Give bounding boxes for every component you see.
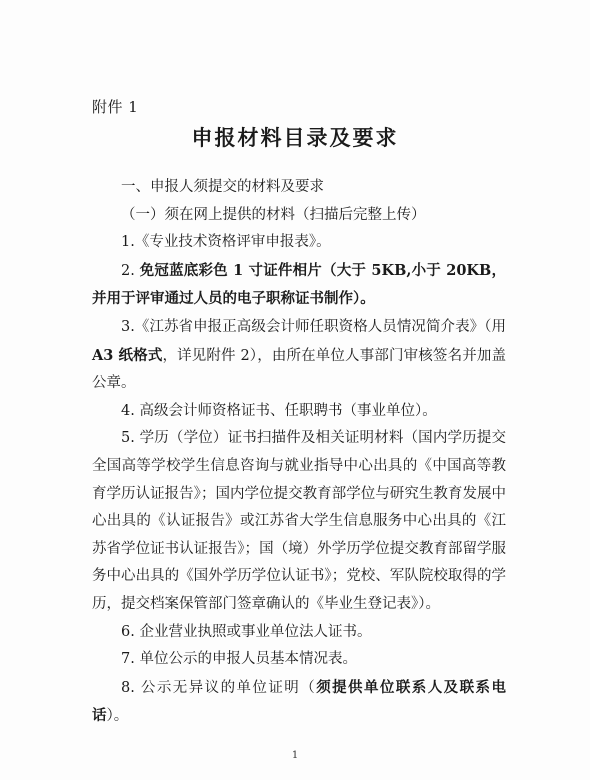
page-number: 1 bbox=[291, 750, 299, 761]
list-item-8-bold-text: 须提供单位联系人及联系电话 bbox=[92, 678, 506, 725]
section-heading: 一、申报人须提交的材料及要求 bbox=[121, 179, 324, 195]
document-body bbox=[92, 174, 506, 731]
document-title: 申报材料目录及要求 bbox=[191, 125, 399, 150]
list-item-2 bbox=[92, 257, 506, 314]
list-item-3-bold-text: A3 纸格式 bbox=[92, 346, 163, 364]
list-item-7: 7. 单位公示的申报人员基本情况表。 bbox=[121, 651, 357, 668]
list-item-3-text-b: ，详见附件 2），由所在单位人事部门审核签名并加盖公章。 bbox=[92, 347, 506, 392]
list-item-5: 5. 学历（学位）证书扫描件及相关证明材料（国内学历提交全国高等学校学生信息咨询与就业指导中心出具的《中国高等教育学历认证报告》；国内学位提交教育部学位与研究生教育发展中心出具的《认证报告》或江苏省大学生信息服务中心出具的《江苏省学位证书认证报告》；国（境）外学历学位提交教育部留学服务中心出具的《国外学历学位认证书》；党校、军队院校取得的学历，提交档案保管部门签章确认的《毕业生登记表》）。 bbox=[92, 430, 506, 612]
list-item-4: 4. 高级会计师资格证书、任职聘书（事业单位）。 bbox=[121, 402, 437, 419]
list-item-2-number: 2. bbox=[121, 262, 140, 279]
list-item-8-text-a: 8. 公示无异议的单位证明（ bbox=[121, 679, 317, 696]
attachment-label: 附件 1 bbox=[92, 98, 139, 116]
list-item-1: 1.《专业技术资格评审申报表》。 bbox=[121, 234, 331, 251]
list-item-6: 6. 企业营业执照或事业单位法人证书。 bbox=[121, 623, 372, 640]
subsection-heading: （一）须在网上提供的材料（扫描后完整上传） bbox=[121, 206, 426, 223]
list-item-3-text-a: 3.《江苏省申报正高级会计师任职资格人员情况简介表》（用 bbox=[121, 318, 506, 335]
list-item-3 bbox=[92, 314, 506, 398]
list-item-8 bbox=[92, 674, 506, 731]
list-item-2-bold-text: 免冠蓝底彩色 1 寸证件相片（大于 5KB,小于 20KB，并用于评审通过人员的电子职称证书制作）。 bbox=[92, 261, 506, 308]
list-item-8-text-b: ）。 bbox=[106, 708, 129, 725]
